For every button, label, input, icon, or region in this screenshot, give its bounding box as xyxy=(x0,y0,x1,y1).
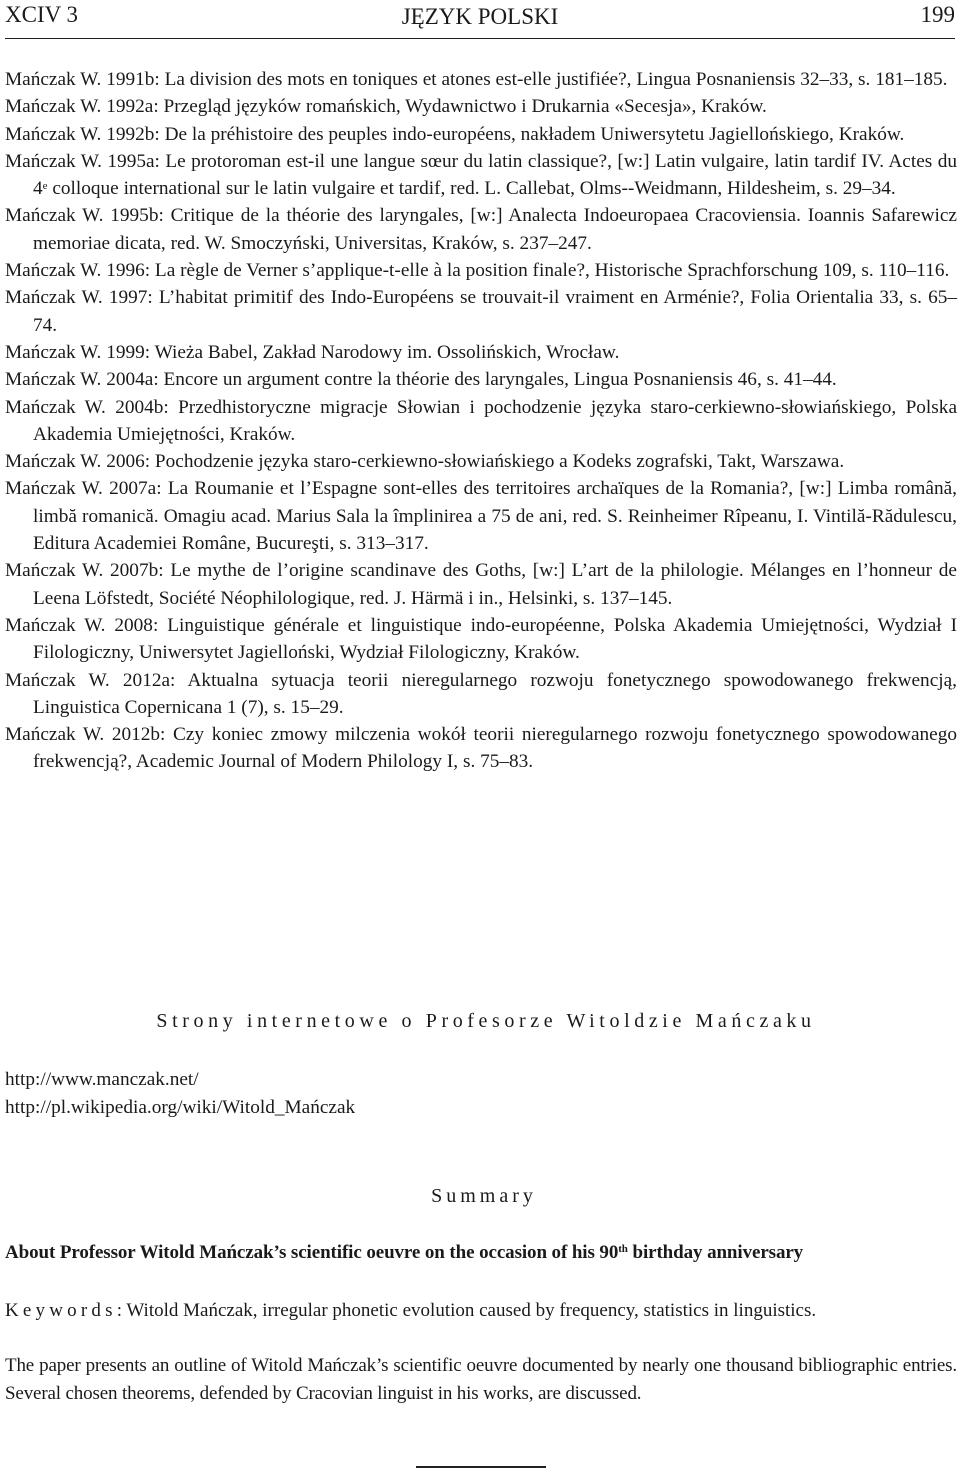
bib-entry: Mańczak W. 2004b: Przedhistoryczne migracje Słowian i pochodzenie języka staro-cerkiewno-słowiańskiego, Polska Akademia Umiejętności, Kraków. xyxy=(5,396,957,445)
websites-heading: Strony internetowe o Profesorze Witoldzie Mańczaku xyxy=(156,1010,816,1032)
superscript: e xyxy=(42,180,48,193)
running-header xyxy=(5,0,955,36)
bib-entry: Mańczak W. 2007a: La Roumanie et l’Espagne sont-elles des territoires archaïques de la Romania?, [w:] Limba română, limbă romanică. Omagiu acad. Marius Sala la împlinirea a 75 de ani, red. S. Reinheimer Rîpeanu, I. Vintilă-Rădulescu, Editura Academiei Române, Bucureşti, s. 313–317. xyxy=(5,478,957,555)
title-text: birthday anniversary xyxy=(627,1242,804,1263)
superscript: th xyxy=(618,1243,628,1255)
bib-entry: Mańczak W. 2004a: Encore un argument contre la théorie des laryngales, Lingua Posnaniensis 46, s. 41–44. xyxy=(5,369,837,391)
header-rule xyxy=(5,38,955,39)
bib-entry: Mańczak W. 1999: Wieża Babel, Zakład Narodowy im. Ossolińskich, Wrocław. xyxy=(5,341,620,363)
bib-entry: Mańczak W. 1992a: Przegląd języków romańskich, Wydawnictwo i Drukarnia «Secesja», Kraków. xyxy=(5,96,767,118)
summary-heading: Summary xyxy=(431,1185,537,1207)
summary-article-title xyxy=(5,1242,803,1264)
bib-entry xyxy=(5,148,957,203)
bib-entry: Mańczak W. 2006: Pochodzenie języka staro-cerkiewno-słowiańskiego a Kodeks zografski, Takt, Warszawa. xyxy=(5,451,845,473)
bib-entry: Mańczak W. 1991b: La division des mots en toniques et atones est-elle justifiée?, Lingua Posnaniensis 32–33, s. 181–185. xyxy=(5,69,948,90)
bib-entry-text: Mańczak W. 1995a: Le protoroman est-il une langue sœur du latin classique?, [w:] Latin vulgaire, latin tardif IV. Actes du 4 xyxy=(5,150,957,200)
bib-entry-text: colloque international sur le latin vulgaire et tardif, red. L. Callebat, Olms--Weidmann, Hildesheim, s. 29–34. xyxy=(47,178,896,200)
footer-rule xyxy=(416,1466,546,1468)
bib-entry: Mańczak W. 2012b: Czy koniec zmowy milczenia wokół teorii nieregularnego rozwoju fonetycznego spowodowanego frekwencją?, Academic Journal of Modern Philology I, s. 75–83. xyxy=(5,724,957,773)
website-link[interactable]: http://www.manczak.net/ xyxy=(5,1069,199,1090)
bib-entry: Mańczak W. 1992b: De la préhistoire des peuples indo-européens, nakładem Uniwersytetu Jagiellońskiego, Kraków. xyxy=(5,123,905,145)
bib-entry: Mańczak W. 1995b: Critique de la théorie des laryngales, [w:] Analecta Indoeuropaea Cracoviensia. Ioannis Safarewicz memoriae dicata, red. W. Smoczyński, Universitas, Kraków, s. 237–247. xyxy=(5,205,957,254)
abstract: The paper presents an outline of Witold Mańczak’s scientific oeuvre documented by nearly one thousand bibliographic entries. Several chosen theorems, defended by Cracovian linguist in his works, are discussed. xyxy=(5,1355,957,1404)
bib-entry: Mańczak W. 2008: Linguistique générale et linguistique indo-européenne, Polska Akademia Umiejętności, Wydział I Filologiczny, Uniwersytet Jagielloński, Wydział Filologiczny, Kraków. xyxy=(5,614,957,664)
page-number: 199 xyxy=(920,2,955,27)
bib-entry: Mańczak W. 1997: L’habitat primitif des Indo-Européens se trouvait-il vraiment en Arménie?, Folia Orientalia 33, s. 65–74. xyxy=(5,287,957,336)
title-text: About Professor Witold Mańczak’s scientific oeuvre on the occasion of his 90 xyxy=(5,1242,619,1263)
website-links xyxy=(5,1066,355,1121)
keywords-label: Keywords xyxy=(5,1300,117,1321)
bib-entry: Mańczak W. 2007b: Le mythe de l’origine scandinave des Goths, [w:] L’art de la philologie. Mélanges en l’honneur de Leena Löfstedt, Société Néophilologique, red. J. Härmä i in., Helsinki, s. 137–145. xyxy=(5,560,957,609)
website-link[interactable]: http://pl.wikipedia.org/wiki/Witold_Mańczak xyxy=(5,1096,356,1118)
bibliography-list xyxy=(5,66,957,776)
bib-entry: Mańczak W. 2012a: Aktualna sytuacja teorii nieregularnego rozwoju fonetycznego spowodowanego frekwencją, Linguistica Copernicana 1 (7), s. 15–29. xyxy=(5,669,957,718)
journal-title: JĘZYK POLSKI xyxy=(401,4,559,29)
bib-entry: Mańczak W. 1996: La règle de Verner s’applique-t-elle à la position finale?, Historische Sprachforschung 109, s. 110–116. xyxy=(5,260,950,282)
volume-number: XCIV 3 xyxy=(5,2,79,27)
keywords-text: : Witold Mańczak, irregular phonetic evolution caused by frequency, statistics in linguistics. xyxy=(116,1300,817,1321)
keywords xyxy=(5,1297,957,1324)
